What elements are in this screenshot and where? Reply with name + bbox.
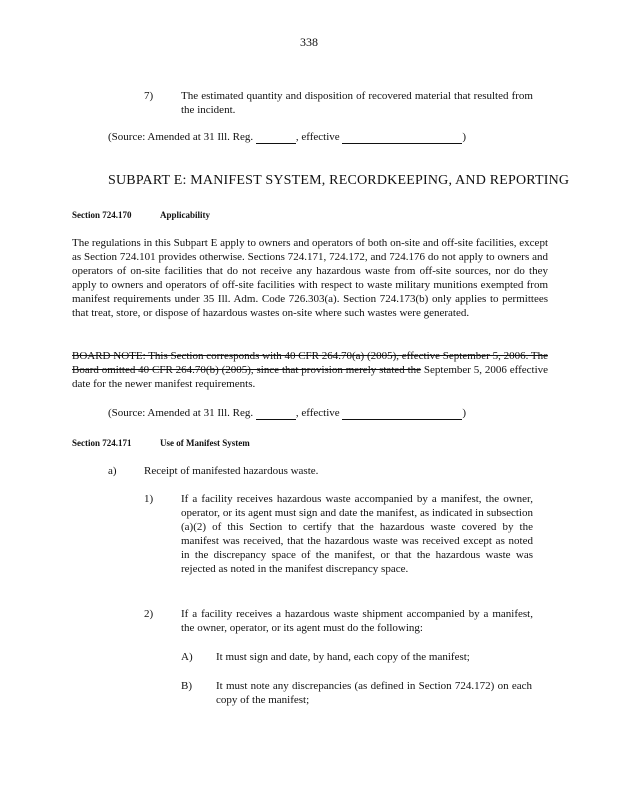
source-note-2 bbox=[108, 406, 466, 420]
source-end: ) bbox=[462, 407, 467, 419]
source-note-1 bbox=[108, 130, 466, 144]
board-note-kept: September 5, 2006 effective date for the newer manifest requirements. bbox=[72, 364, 549, 390]
item-2-text: If a facility receives a hazardous waste shipment accompanied by a manifest, the owner, operator, or its agent must do the following: bbox=[181, 608, 533, 634]
source-label: (Source: Amended at 31 Ill. Reg. bbox=[108, 407, 254, 419]
item-2-number: 2) bbox=[144, 608, 154, 620]
source-label: (Source: Amended at 31 Ill. Reg. bbox=[108, 131, 254, 143]
board-note-struck: BOARD NOTE: This Section corresponds with 40 CFR 264.70(a) (2005), effective September 5, 2006. The Board omitted 40 CFR 264.70(b) (2005), since that provision merely stated the bbox=[72, 350, 548, 376]
page-number: 338 bbox=[300, 35, 318, 49]
source-end: ) bbox=[462, 131, 467, 143]
board-note bbox=[72, 349, 548, 391]
item-1-number: 1) bbox=[144, 493, 154, 505]
source-effective: , effective bbox=[295, 407, 340, 419]
item-1-text: If a facility receives hazardous waste accompanied by a manifest, the owner, operator, or its agent must sign and date the manifest, as indicated in subsection (a)(2) of this Section to certify that the hazardous waste covered by the manifest was received, that the hazardous waste was received except as noted in the discrepancy space of the manifest, or that the hazardous waste was rejected as noted in the manifest discrepancy space. bbox=[181, 493, 533, 575]
date-blank bbox=[342, 133, 462, 144]
section-171-number: Section 724.171 bbox=[72, 438, 132, 448]
section-171-title: Use of Manifest System bbox=[160, 438, 250, 448]
item-A-number: A) bbox=[181, 651, 193, 663]
section-170-title: Applicability bbox=[160, 210, 211, 220]
source-effective: , effective bbox=[295, 131, 340, 143]
subsection-a-number: a) bbox=[108, 465, 117, 477]
section-170-number: Section 724.170 bbox=[72, 210, 132, 220]
subpart-heading: SUBPART E: MANIFEST SYSTEM, RECORDKEEPING, AND REPORTING bbox=[108, 173, 570, 188]
reg-blank bbox=[256, 133, 296, 144]
subsection-a-text: Receipt of manifested hazardous waste. bbox=[144, 465, 319, 477]
item-7-number: 7) bbox=[144, 90, 154, 102]
item-A-text: It must sign and date, by hand, each copy of the manifest; bbox=[216, 651, 470, 663]
item-B-number: B) bbox=[181, 680, 192, 692]
date-blank bbox=[342, 409, 462, 420]
applicability-paragraph: The regulations in this Subpart E apply to owners and operators of both on-site and off-site facilities, except as Section 724.101 provides otherwise. Sections 724.171, 724.172, and 724.176 do not apply to owners and operators of on-site facilities that do not receive any hazardous waste from off-site sources, nor do they apply to owners and operators of off-site facilities with respect to waste military munitions exempted from manifest requirements under 35 Ill. Adm. Code 726.303(a). Section 724.173(b) only applies to permittees that treat, store, or dispose of hazardous wastes on-site where such wastes were generated. bbox=[72, 237, 548, 319]
item-B-text: It must note any discrepancies (as defined in Section 724.172) on each copy of the manifest; bbox=[216, 680, 532, 706]
reg-blank bbox=[256, 409, 296, 420]
item-7-text: The estimated quantity and disposition of recovered material that resulted from the incident. bbox=[181, 90, 533, 116]
